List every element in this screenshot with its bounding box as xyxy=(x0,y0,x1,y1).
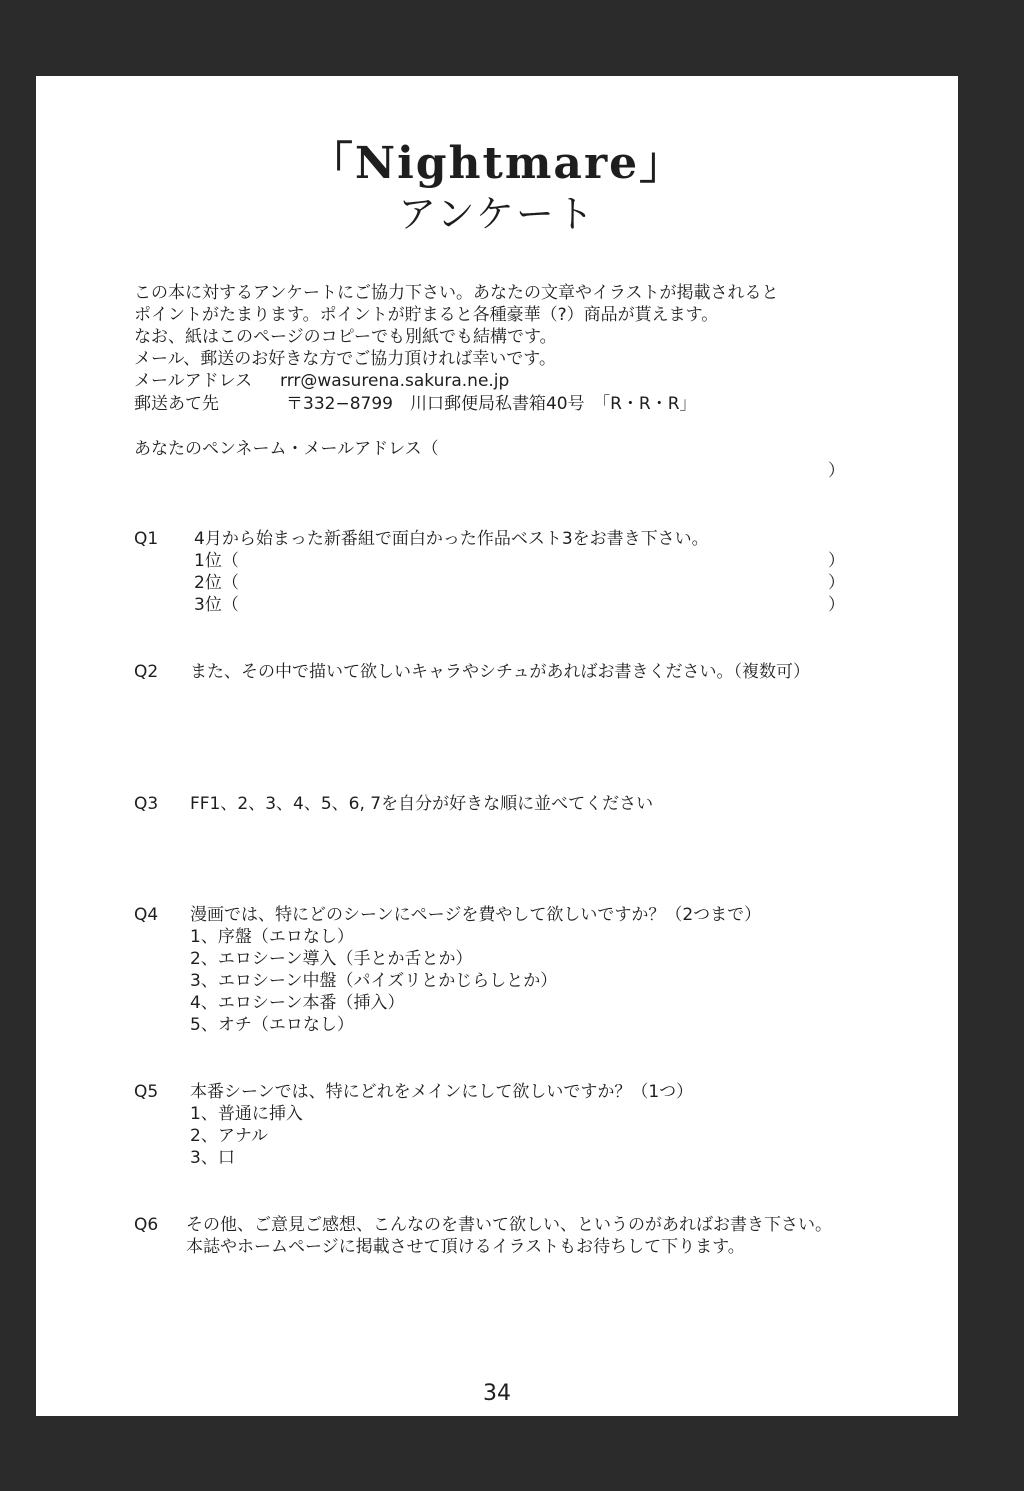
q4-option: 3、エロシーン中盤（パイズリとかじらしとか） xyxy=(190,971,558,991)
page-subtitle: アンケート xyxy=(398,192,596,236)
q3-number: Q3 xyxy=(134,794,159,814)
q4-option: 4、エロシーン本番（挿入） xyxy=(190,993,405,1013)
q2-number: Q2 xyxy=(134,662,159,682)
q5-option: 1、普通に挿入 xyxy=(190,1104,303,1124)
q4-number: Q4 xyxy=(134,905,159,925)
intro-line: ポイントがたまります。ポイントが貯まると各種豪華（?）商品が貰えます。 xyxy=(134,305,719,325)
mail-label: メールアドレス xyxy=(134,371,253,391)
page-title: 「Nightmare」 xyxy=(308,138,686,189)
q1-text: 4月から始まった新番組で面白かった作品ベスト3をお書き下さい。 xyxy=(194,529,709,549)
q6-text: 本誌やホームページに掲載させて頂けるイラストもお待ちして下ります。 xyxy=(186,1237,745,1257)
q3-text: FF1、2、3、4、5、6, 7を自分が好きな順に並べてください xyxy=(190,794,654,814)
q1-rank-close: ） xyxy=(828,551,845,571)
q4-option: 2、エロシーン導入（手とか舌とか） xyxy=(190,949,473,969)
q5-number: Q5 xyxy=(134,1082,159,1102)
penname-label: あなたのペンネーム・メールアドレス（ xyxy=(134,439,439,459)
q1-rank-close: ） xyxy=(828,595,845,615)
q1-rank: 1位（ xyxy=(194,551,239,571)
q1-number: Q1 xyxy=(134,529,159,549)
q4-option: 5、オチ（エロなし） xyxy=(190,1015,354,1035)
intro-line: なお、紙はこのページのコピーでも別紙でも結構です。 xyxy=(134,327,557,347)
document-page xyxy=(36,76,958,1416)
intro-line: メール、郵送のお好きな方でご協力頂ければ幸いです。 xyxy=(134,349,556,369)
q5-option: 2、アナル xyxy=(190,1126,268,1146)
penname-close: ） xyxy=(828,461,845,481)
q1-rank: 2位（ xyxy=(194,573,239,593)
post-address: 〒332−8799 川口郵便局私書箱40号 「R・R・R」 xyxy=(286,394,697,414)
q2-text: また、その中で描いて欲しいキャラやシチュがあればお書きください。（複数可） xyxy=(190,662,810,682)
q5-option: 3、口 xyxy=(190,1148,235,1168)
q1-rank-close: ） xyxy=(828,573,845,593)
intro-line: この本に対するアンケートにご協力下さい。あなたの文章やイラストが掲載されると xyxy=(134,283,779,303)
q6-number: Q6 xyxy=(134,1215,159,1235)
q1-rank: 3位（ xyxy=(194,595,239,615)
post-label: 郵送あて先 xyxy=(134,394,219,414)
q5-text: 本番シーンでは、特にどれをメインにして欲しいですか？（1つ） xyxy=(190,1082,694,1102)
q4-text: 漫画では、特にどのシーンにページを費やして欲しいですか？（2つまで） xyxy=(190,905,762,925)
q6-text: その他、ご意見ご感想、こんなのを書いて欲しい、というのがあればお書き下さい。 xyxy=(186,1215,832,1235)
page-number: 34 xyxy=(483,1381,511,1406)
q4-option: 1、序盤（エロなし） xyxy=(190,927,354,947)
mail-address: rrr@wasurena.sakura.ne.jp xyxy=(280,371,510,391)
